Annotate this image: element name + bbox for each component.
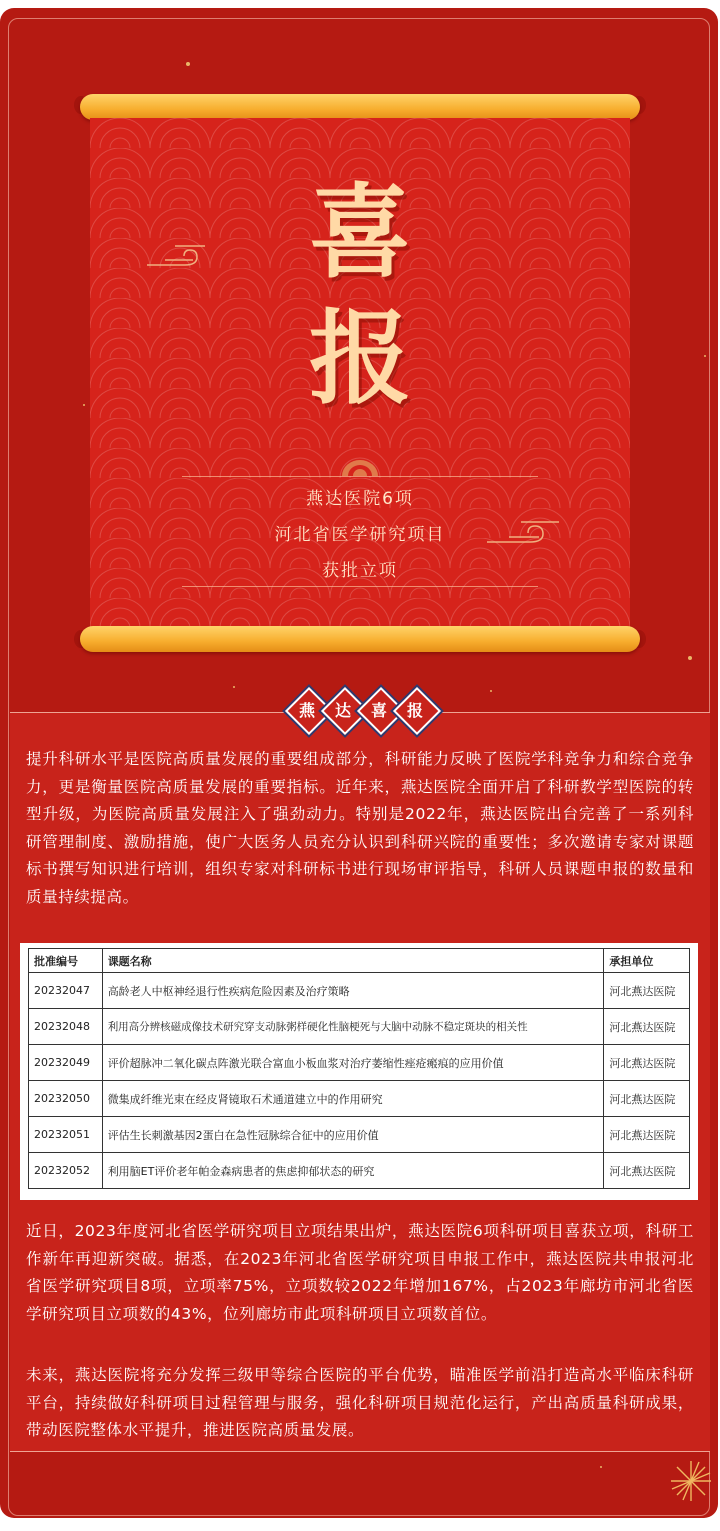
cell-title: 高龄老人中枢神经退行性疾病危险因素及治疗策略: [102, 973, 604, 1009]
cell-unit: 河北燕达医院: [604, 1081, 690, 1117]
cell-number: 20232047: [29, 973, 103, 1009]
sparkle-dot: [704, 355, 706, 357]
wave-ornament-icon: [340, 458, 380, 476]
cell-number: 20232050: [29, 1081, 103, 1117]
scroll-bottom-rod: [80, 626, 640, 652]
cell-number: 20232052: [29, 1153, 103, 1189]
scroll-top-rod: [80, 94, 640, 120]
announcement-banner: [90, 118, 630, 628]
cell-title: 利用高分辨核磁成像技术研究穿支动脉粥样硬化性脑梗死与大脑中动脉不稳定斑块的相关性: [102, 1009, 604, 1045]
project-table-card: [20, 943, 698, 1200]
column-header-unit: 承担单位: [604, 949, 690, 973]
sparkle-dot: [688, 656, 692, 660]
cloud-icon: [145, 240, 215, 270]
sparkle-dot: [600, 1466, 602, 1468]
table-row: [29, 1009, 690, 1045]
cell-unit: 河北燕达医院: [604, 973, 690, 1009]
title-char-bao: 报: [309, 299, 411, 419]
tag-char: 燕: [298, 701, 315, 720]
sparkle-dot: [490, 690, 492, 692]
column-header-title: 课题名称: [102, 949, 604, 973]
section-tag: [286, 690, 436, 734]
sparkle-dot: [233, 686, 235, 688]
cell-number: 20232049: [29, 1045, 103, 1081]
divider-line: [182, 586, 538, 587]
table-row: [29, 1153, 690, 1189]
subtitle-approved: 获批立项: [322, 561, 398, 581]
subtitle-project: 河北省医学研究项目: [274, 525, 446, 545]
intro-paragraph: 提升科研水平是医院高质量发展的重要组成部分，科研能力反映了医院学科竞争力和综合竞争力，更是衡量医院高质量发展的重要指标。近年来，燕达医院全面开启了科研教学型医院的转型升级，为医院高质量发展注入了强劲动力。特别是2022年，燕达医院出台完善了一系列科研管理制度、激励措施，使广大医务人员充分认识到科研兴院的重要性；多次邀请专家对课题标书撰写知识进行培训，组织专家对科研标书进行现场审评指导，科研人员课题申报的数量和质量持续提高。: [26, 750, 694, 906]
tag-char: 喜: [370, 701, 387, 720]
table-header-row: [29, 949, 690, 973]
cell-title: 微集成纤维光束在经皮肾镜取石术通道建立中的作用研究: [102, 1081, 604, 1117]
cell-number: 20232048: [29, 1009, 103, 1045]
sparkle-dot: [83, 404, 85, 406]
result-paragraph: 近日，2023年度河北省医学研究项目立项结果出炉，燕达医院6项科研项目喜获立项，科研工作新年再迎新突破。据悉，在2023年河北省医学研究项目申报工作中，燕达医院共申报河北省医学研究项目8项，立项率75%，立项数较2022年增加167%，占2023年廊坊市河北省医学研究项目立项数的43%，位列廊坊市此项科研项目立项数首位。: [26, 1222, 694, 1323]
sparkle-dot: [186, 62, 190, 66]
cell-unit: 河北燕达医院: [604, 1153, 690, 1189]
cell-unit: 河北燕达医院: [604, 1045, 690, 1081]
table-row: [29, 973, 690, 1009]
cell-title: 利用脑ET评价老年帕金森病患者的焦虑抑郁状态的研究: [102, 1153, 604, 1189]
table-row: [29, 1117, 690, 1153]
firework-icon: [668, 1458, 714, 1504]
cell-number: 20232051: [29, 1117, 103, 1153]
cell-unit: 河北燕达医院: [604, 1009, 690, 1045]
cell-title: 评估生长刺激基因2蛋白在急性冠脉综合征中的应用价值: [102, 1117, 604, 1153]
divider-line: [182, 476, 538, 477]
table-row: [29, 1045, 690, 1081]
column-header-number: 批准编号: [29, 949, 103, 973]
cell-unit: 河北燕达医院: [604, 1117, 690, 1153]
tag-char: 报: [406, 701, 423, 720]
cell-title: 评价超脉冲二氧化碳点阵激光联合富血小板血浆对治疗萎缩性痤疮瘢痕的应用价值: [102, 1045, 604, 1081]
tag-char: 达: [334, 701, 351, 720]
table-row: [29, 1081, 690, 1117]
future-paragraph: 未来，燕达医院将充分发挥三级甲等综合医院的平台优势，瞄准医学前沿打造高水平临床科研平台，持续做好科研项目过程管理与服务，强化科研项目规范化运行，产出高质量科研成果，带动医院整体水平提升，推进医院高质量发展。: [26, 1366, 694, 1439]
subtitle-hospital: 燕达医院6项: [306, 489, 414, 509]
project-table: [28, 948, 690, 1189]
title-char-xi: 喜: [309, 173, 411, 293]
